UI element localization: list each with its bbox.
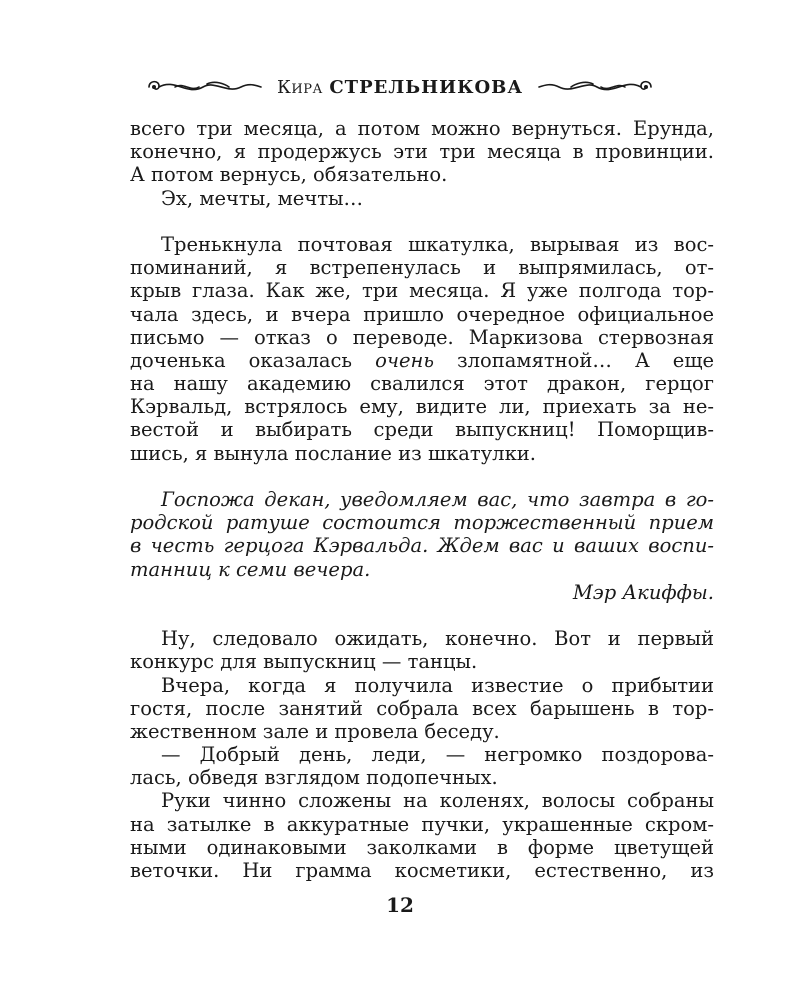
text-line: поминаний, я встрепенулась и выпрямилась, от- [130, 256, 714, 280]
body-text [130, 117, 714, 882]
text-line: в честь герцога Кэрвальда. Ждем вас и ваших воспи- [130, 534, 714, 558]
paragraph-gap [130, 604, 714, 627]
text-line: Тренькнула почтовая шкатулка, вырывая из вос- [161, 232, 714, 256]
header-title [277, 76, 523, 98]
text-line: всего три месяца, а потом можно вернуться. Ерунда, [130, 117, 714, 140]
text-line: Ну, следовало ожидать, конечно. Вот и первый [161, 627, 714, 651]
text-line: Кэрвальд, встрялось ему, видите ли, приехать за не- [130, 395, 714, 419]
text-line: Эх, мечты, мечты… [161, 186, 364, 210]
text-line: крыв глаза. Как же, три месяца. Я уже полгода тор- [130, 279, 714, 303]
text-line: шись, я вынула послание из шкатулки. [130, 441, 536, 465]
text-line: Госпожа декан, уведомляем вас, что завтра в го- [161, 488, 714, 511]
text-line: Руки чинно сложены на коленях, волосы собраны [161, 789, 714, 813]
text-line: Мэр Акиффы. [572, 580, 714, 604]
text-line: письмо — отказ о переводе. Маркизова стервозная [130, 325, 714, 349]
text-line: жественном зале и провела беседу. [130, 719, 500, 743]
text-line: конечно, я продержусь эти три месяца в провинции. [130, 140, 714, 164]
page-number: 12 [386, 893, 414, 917]
text-line [130, 349, 714, 372]
text-line: Вчера, когда я получила известие о прибытии [161, 673, 714, 697]
text-line: — Добрый день, леди, — негромко поздорова- [161, 743, 714, 767]
text-fragment: доченька оказалась [130, 348, 376, 372]
emphasis-text: очень [375, 348, 434, 372]
author-last-name: СТРЕЛЬНИКОВА [329, 77, 524, 98]
text-line: ными одинаковыми заколками в форме цветущей [130, 835, 714, 859]
text-line: на нашу академию свалился этот дракон, герцог [130, 372, 714, 396]
right-flourish-ornament [535, 76, 655, 98]
text-line: на затылке в аккуратные пучки, украшенные скром- [130, 812, 714, 836]
text-line: танниц к семи вечера. [130, 557, 371, 581]
paragraph-gap [130, 210, 714, 233]
text-line: А потом вернусь, обязательно. [130, 163, 448, 187]
running-header [0, 72, 800, 102]
text-line: вестой и выбирать среди выпускниц! Поморщив- [130, 418, 714, 442]
author-first-name: Кира [276, 77, 323, 98]
text-line: гостя, после занятий собрала всех барышень в тор- [130, 696, 714, 720]
left-flourish-ornament [145, 76, 265, 98]
text-line: конкурс для выпускниц — танцы. [130, 650, 478, 674]
text-fragment: злопамятной… А еще [433, 348, 714, 372]
text-line: веточки. Ни грамма косметики, естественно, из [130, 859, 714, 882]
text-line: чала здесь, и вчера пришло очередное официальное [130, 302, 714, 326]
text-line: лась, обведя взглядом подопечных. [130, 766, 498, 790]
paragraph-gap [130, 465, 714, 488]
text-line: родской ратуше состоится торжественный прием [130, 511, 714, 535]
